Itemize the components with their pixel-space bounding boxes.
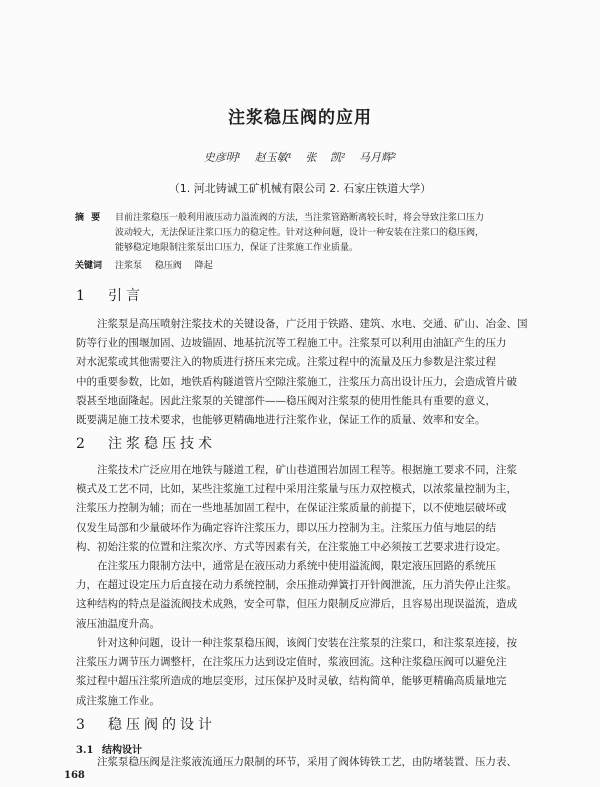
- paragraph: [76, 634, 548, 711]
- section-number: 2: [76, 436, 89, 452]
- section-title: 注浆稳压技术: [108, 436, 216, 452]
- paragraph: [76, 315, 548, 430]
- text-line: 中的重要参数，比如，地铁盾构隧道管片空隙注浆施工，注浆压力高出设计压力，会造成管片破: [76, 375, 517, 388]
- section-heading-3: [76, 714, 216, 734]
- paragraph: [76, 557, 548, 634]
- section-title: 稳压阀的设计: [108, 717, 216, 733]
- section-number: 3: [76, 717, 89, 733]
- text-line: 这种结构的特点是溢流阀技术成熟，安全可靠，但压力限制反应滞后，且容易出现误溢流，造成: [76, 598, 517, 611]
- text-line: 液压油温度升高。: [76, 617, 160, 630]
- abstract-line: 波动较大，无法保证注浆口压力的稳定性。针对这种问题，设计一种安装在注浆口的稳压阀，: [115, 228, 485, 238]
- text-line: 浆过程中超压注浆所造成的地层变形，过压保护及时灵敏，结构简单，能够更精确高质量地完: [76, 675, 507, 688]
- text-line: 注浆压力调节压力调整杆，在注浆压力达到设定值时，浆液回流。这种注浆稳压阀可以避免注: [76, 656, 507, 669]
- affiliation: （1. 河北铸诚工矿机械有限公司 2. 石家庄铁道大学）: [168, 182, 432, 195]
- paragraph: [76, 461, 548, 557]
- text-line: 防等行业的围堰加固、边坡锚固、地基抗沉等工程施工中。注浆泵可以利用由油缸产生的压力: [76, 337, 507, 350]
- abstract-line: 能够稳定地限制注浆泵出口压力，保证了注浆施工作业质量。: [115, 243, 359, 253]
- text-line: 既要满足施工技术要求，也能够更精确地进行注浆作业，保证工作的质量、效率和安全。: [76, 413, 486, 426]
- text-line: 裂甚至地面隆起。因此注浆泵的关键部件——稳压阀对注浆泵的使用性能具有重要的意义，: [76, 394, 496, 407]
- abstract-label: 摘 要: [75, 213, 103, 223]
- text-line: 仅发生局部和少量破坏作为确定容许注浆压力，即以压力控制为主。注浆压力值与地层的结: [76, 521, 496, 534]
- section-heading-1: [76, 285, 144, 305]
- abstract-text: [115, 211, 560, 256]
- authors: 史彦明¹ 赵玉敏¹ 张 凯² 马月辉²: [203, 151, 397, 164]
- keywords-text: 注浆泵 稳压阀 降起: [115, 261, 213, 271]
- text-line: 在注浆压力限制方法中，通常是在液压动力系统中使用溢流阀，限定液压回路的系统压: [97, 560, 496, 572]
- subsection-number: 3.1: [76, 745, 94, 756]
- section-number: 1: [76, 288, 89, 304]
- text-line: 构、初始注浆的位置和注浆次序、方式等因素有关，在注浆施工中必须按工艺要求进行设定。: [76, 540, 507, 553]
- text-line: 模式及工艺不同，比如，某些注浆施工过程中采用注浆量与压力双控模式，以浓浆量控制为主，: [76, 483, 517, 496]
- text-line: 针对这种问题，设计一种注浆泵稳压阀，该阀门安装在注浆泵的注浆口，和注浆泵连接，按: [97, 637, 517, 649]
- page-number: 168: [64, 770, 85, 781]
- text-line: 对水泥浆或其他需要注入的物质进行挤压来完成。注浆过程中的流量及压力参数是注浆过程: [76, 356, 496, 369]
- section-heading-2: [76, 433, 216, 453]
- paragraph: [76, 753, 548, 772]
- paper-title: 注浆稳压阀的应用: [228, 108, 372, 128]
- subsection-title: 结构设计: [102, 745, 142, 756]
- text-line: 注浆技术广泛应用在地铁与隧道工程，矿山巷道围岩加固工程等。根据施工要求不同，注浆: [97, 464, 517, 476]
- text-line: 力，在超过设定压力后直接在动力系统控制，余压推动弹簧打开针阀泄流，压力消失停止注浆。: [76, 579, 517, 592]
- text-line: 注浆泵稳压阀是注浆液流通压力限制的环节，采用了阀体铸铁工艺，由防堵装置、压力表、: [97, 756, 517, 768]
- text-line: 注浆泵是高压喷射注浆技术的关键设备，广泛用于铁路、建筑、水电、交通、矿山、冶金、国: [97, 318, 528, 330]
- abstract-line: 目前注浆稳压一般利用液压动力溢流阀的方法，当注浆管路断离较长时，将会导致注浆口压力: [115, 213, 485, 223]
- section-title: 引言: [108, 288, 144, 304]
- text-line: 注浆压力控制为辅；而在一些地基加固工程中，在保证注浆质量的前提下，以不使地层破坏或: [76, 502, 507, 515]
- text-line: 成注浆施工作业。: [76, 694, 160, 707]
- keywords-label: 关键词: [75, 261, 103, 271]
